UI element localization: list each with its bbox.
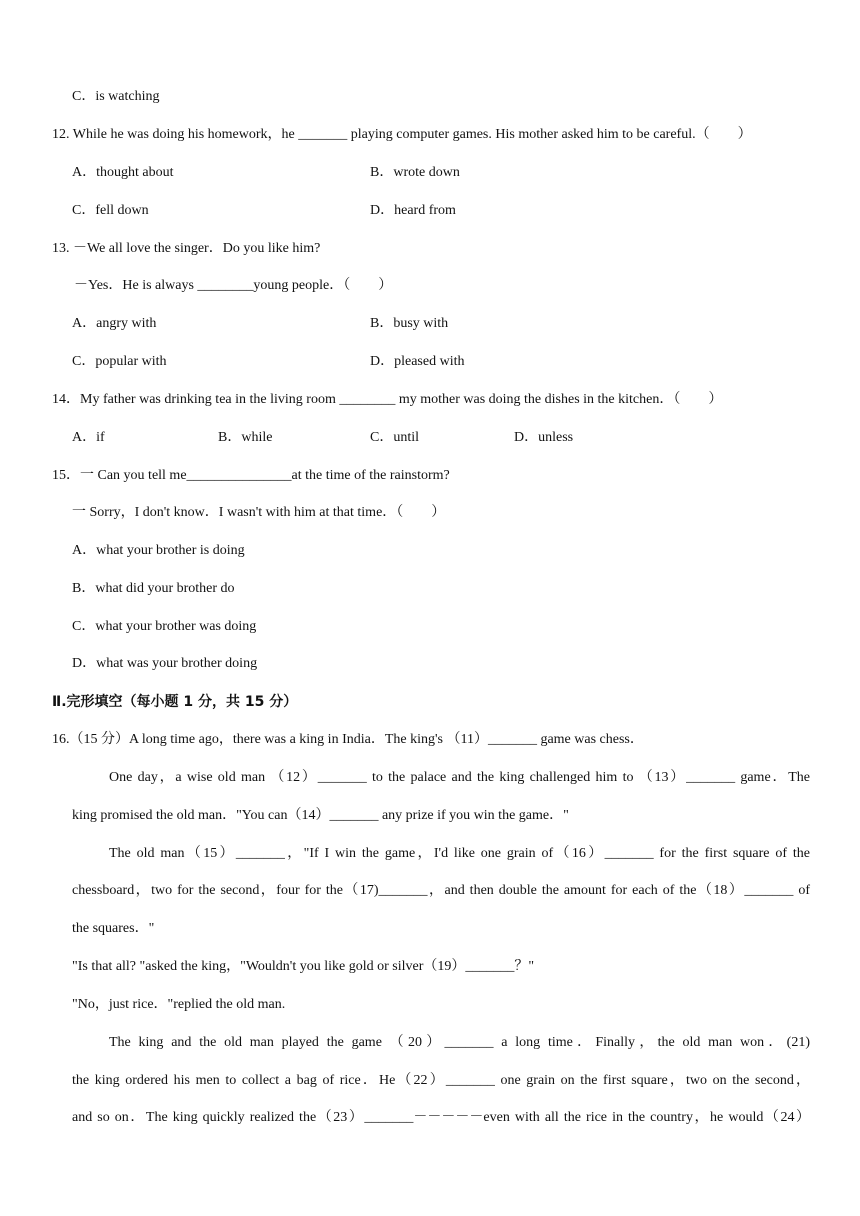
q16-line-3: king promised the old man．"You can（14）_______ any prize if you win the game．" <box>72 808 569 823</box>
q16-line-8: "No，just rice．"replied the old man. <box>72 997 286 1012</box>
q15-option-c[interactable]: C．what your brother was doing <box>72 619 257 634</box>
q12-stem: 12. While he was doing his homework，he _______ playing computer games. His mother asked him to be careful.（ ） <box>52 127 752 142</box>
q13-option-b[interactable]: B．busy with <box>370 316 449 331</box>
q11-option-c[interactable]: C．is watching <box>72 89 160 104</box>
q16-line-4: The old man（15）_______，"If I win the game，I'd like one grain of（16）_______ for the first square of the <box>109 846 810 861</box>
q12-option-c[interactable]: C．fell down <box>72 203 149 218</box>
q13-stem-1: 13. －We all love the singer．Do you like him? <box>52 241 321 256</box>
q15-stem-1: 15．一 Can you tell me_______________at the time of the rainstorm? <box>52 468 450 483</box>
q15-stem-2: 一 Sorry，I don't know．I wasn't with him at that time．（ ） <box>72 505 446 520</box>
q14-stem: 14．My father was drinking tea in the living room ________ my mother was doing the dishes in the kitchen．（ ） <box>52 392 723 407</box>
q14-option-d[interactable]: D．unless <box>514 430 574 445</box>
q16-line-10: the king ordered his men to collect a bag of rice．He（22）_______ one grain on the first square，two on the second， <box>72 1073 810 1088</box>
q12-option-b[interactable]: B．wrote down <box>370 165 460 180</box>
q12-option-a[interactable]: A．thought about <box>72 165 174 180</box>
q14-option-a[interactable]: A．if <box>72 430 105 445</box>
q15-option-d[interactable]: D．what was your brother doing <box>72 656 258 671</box>
q16-line-6: the squares．" <box>72 921 155 936</box>
q13-option-a[interactable]: A．angry with <box>72 316 157 331</box>
q14-option-b[interactable]: B．while <box>218 430 273 445</box>
q16-line-9: The king and the old man played the game （20）_______ a long time．Finally，the old man won．(21) <box>109 1035 810 1050</box>
q12-option-d[interactable]: D．heard from <box>370 203 456 218</box>
q16-line-2: One day，a wise old man （12）_______ to the palace and the king challenged him to （13）_______ game．The <box>109 770 810 785</box>
q15-option-b[interactable]: B．what did your brother do <box>72 581 235 596</box>
q16-line-1: 16.（15 分）A long time ago，there was a king in India．The king's （11）_______ game was chess． <box>52 732 644 747</box>
q14-option-c[interactable]: C．until <box>370 430 420 445</box>
q13-stem-2: －Yes．He is always ________young people．（ ） <box>74 278 393 293</box>
q15-option-a[interactable]: A．what your brother is doing <box>72 543 245 558</box>
q16-line-11: and so on．The king quickly realized the（23）_______－－－－－even with all the rice in the country，he would（24） <box>72 1110 810 1125</box>
q13-option-c[interactable]: C．popular with <box>72 354 167 369</box>
q16-line-7: "Is that all? "asked the king，"Wouldn't you like gold or silver（19）_______？" <box>72 959 535 974</box>
q16-line-5: chessboard，two for the second，four for the（17)_______，and then double the amount for each of the（18）_______ of <box>72 883 810 898</box>
q13-option-d[interactable]: D．pleased with <box>370 354 465 369</box>
section-title: Ⅱ.完形填空（每小题 1 分，共 15 分） <box>52 694 298 710</box>
